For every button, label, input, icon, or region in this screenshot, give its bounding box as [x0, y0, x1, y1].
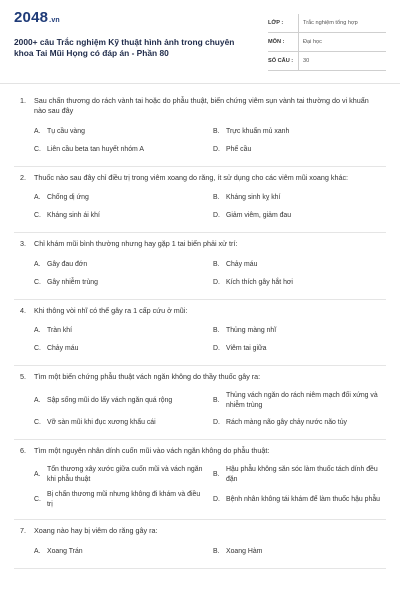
option-letter: D.: [213, 146, 220, 154]
option-letter: B.: [213, 194, 220, 202]
option-text: Sập sống mũi do lấy vách ngăn quá rộng: [47, 397, 173, 405]
answer-option[interactable]: [34, 490, 207, 509]
option-text: Thủng màng nhĩ: [226, 327, 277, 335]
option-letter: A.: [34, 128, 41, 136]
answer-option[interactable]: [34, 546, 207, 558]
option-text: Chống dị ứng: [47, 194, 89, 202]
question-item: [14, 233, 386, 299]
option-letter: B.: [213, 470, 220, 478]
question-stem: [14, 372, 386, 382]
option-letter: D.: [213, 418, 220, 426]
question-stem: [14, 446, 386, 456]
question-item: [14, 366, 386, 440]
answer-options: [14, 259, 386, 293]
option-text: Bệnh nhân không tái khám để làm thuốc hậu phẫu: [226, 496, 381, 504]
question-item: [14, 440, 386, 521]
option-text: Chảy máu: [226, 260, 258, 268]
answer-option[interactable]: [213, 343, 386, 355]
answer-option[interactable]: [34, 210, 207, 222]
answer-option[interactable]: [213, 126, 386, 138]
option-text: Liên cầu beta tan huyết nhóm A: [47, 146, 144, 154]
option-letter: A.: [34, 260, 41, 268]
answer-option[interactable]: [213, 391, 386, 410]
option-letter: C.: [34, 345, 41, 353]
option-text: Vỡ sàn mũi khi đục xương khẩu cái: [47, 418, 156, 426]
logo-suffix: .vn: [49, 17, 60, 24]
meta-row-class: [268, 14, 386, 33]
header: [14, 10, 386, 71]
logo-text: 2048: [14, 9, 49, 26]
option-letter: C.: [34, 278, 41, 286]
answer-option[interactable]: [213, 259, 386, 271]
meta-row-subject: [268, 33, 386, 52]
question-item: [14, 300, 386, 366]
question-list: [14, 90, 386, 569]
option-text: Gây đau đớn: [47, 260, 88, 268]
answer-option[interactable]: [34, 465, 207, 484]
option-letter: C.: [34, 418, 41, 426]
header-divider: [0, 83, 400, 84]
option-letter: B.: [213, 397, 220, 405]
meta-box: [268, 14, 386, 71]
option-letter: B.: [213, 548, 220, 556]
option-letter: B.: [213, 260, 220, 268]
option-text: Chảy máu: [47, 345, 79, 353]
question-stem: [14, 306, 386, 316]
option-text: Xoang Hàm: [226, 548, 263, 556]
question-item: [14, 520, 386, 568]
question-stem: [14, 526, 386, 536]
option-letter: C.: [34, 212, 41, 220]
question-text: Khi thông vòi nhĩ có thể gây ra 1 cấp cứu ở mũi:: [34, 305, 188, 315]
answer-options: [14, 546, 386, 562]
question-number: 5.: [20, 372, 26, 382]
option-text: Thủng vách ngăn do rách niêm mạch đối xứng và nhiễm trùng: [226, 392, 378, 410]
question-number: 7.: [20, 526, 26, 536]
meta-value: 30: [298, 52, 309, 70]
option-text: Tụ cầu vàng: [47, 128, 85, 136]
meta-value: Trắc nghiệm tổng hợp: [298, 14, 358, 32]
question-stem: [14, 239, 386, 249]
option-letter: C.: [34, 146, 41, 154]
option-letter: B.: [213, 327, 220, 335]
question-text: Chỉ khám mũi bình thường nhưng hay gặp 1 tai biến phải xử trí:: [34, 239, 238, 249]
option-letter: A.: [34, 470, 41, 478]
answer-option[interactable]: [34, 325, 207, 337]
meta-label: MÔN :: [268, 39, 285, 45]
question-number: 2.: [20, 172, 26, 182]
option-text: Hậu phẫu không săn sóc làm thuốc tách dính đều đặn: [226, 466, 378, 483]
question-number: 3.: [20, 239, 26, 249]
question-stem: [14, 173, 386, 183]
option-text: Rách màng não gây chảy nước não tủy: [226, 418, 347, 426]
header-left: [14, 10, 236, 59]
option-text: Kích thích gây hắt hơi: [226, 278, 293, 286]
question-text: Thuốc nào sau đây chỉ điều trị trong viêm xoang do răng, ít sử dụng cho các viêm mũi xoang khác:: [34, 172, 349, 182]
answer-option[interactable]: [34, 126, 207, 138]
answer-option[interactable]: [34, 343, 207, 355]
question-text: Sau chấn thương do rách vành tai hoặc do phẫu thuật, biến chứng viêm sụn vành tai thường do vi khuẩn nào sau đây: [34, 96, 369, 116]
answer-option[interactable]: [213, 465, 386, 484]
option-text: Giảm viêm, giảm đau: [226, 212, 292, 220]
question-text: Tìm một biến chứng phẫu thuật vách ngăn không do thầy thuốc gây ra:: [34, 372, 261, 382]
question-stem: [14, 96, 386, 117]
question-item: [14, 167, 386, 233]
answer-option[interactable]: [34, 417, 207, 429]
question-number: 4.: [20, 305, 26, 315]
option-text: Kháng sinh ái khí: [47, 212, 100, 220]
answer-option[interactable]: [213, 144, 386, 156]
option-text: Viêm tai giữa: [226, 345, 267, 353]
answer-option[interactable]: [34, 391, 207, 410]
question-number: 1.: [20, 96, 26, 105]
answer-option[interactable]: [213, 192, 386, 204]
option-text: Tổn thương xây xước giữa cuốn mũi và vách ngăn khi phẫu thuật: [47, 466, 203, 483]
option-letter: D.: [213, 212, 220, 220]
meta-label: LỚP :: [268, 20, 284, 26]
meta-value: Đại học: [298, 33, 322, 51]
answer-option[interactable]: [213, 325, 386, 337]
site-logo[interactable]: [14, 10, 236, 29]
option-text: Kháng sinh kỵ khí: [226, 194, 281, 202]
answer-option[interactable]: [213, 417, 386, 429]
answer-option[interactable]: [213, 546, 386, 558]
question-text: Tìm một nguyên nhân dính cuốn mũi vào vách ngăn không do phẫu thuật:: [34, 445, 270, 455]
option-text: Tràn khí: [47, 327, 73, 335]
option-letter: A.: [34, 548, 41, 556]
answer-option[interactable]: [34, 144, 207, 156]
question-text: Xoang nào hay bị viêm do răng gây ra:: [34, 526, 158, 536]
answer-option[interactable]: [34, 192, 207, 204]
option-letter: A.: [34, 397, 41, 405]
document-title: 2000+ câu Trắc nghiệm Kỹ thuật hình ảnh trong chuyên khoa Tai Mũi Họng có đáp án - Phần 80: [14, 37, 235, 58]
option-letter: B.: [213, 128, 220, 136]
option-letter: A.: [34, 327, 41, 335]
option-text: Phế cầu: [226, 146, 252, 154]
answer-option[interactable]: [213, 277, 386, 289]
option-letter: D.: [213, 278, 220, 286]
option-letter: D.: [213, 496, 220, 504]
question-item: [14, 90, 386, 167]
answer-options: [14, 391, 386, 432]
option-letter: D.: [213, 345, 220, 353]
answer-option[interactable]: [34, 277, 207, 289]
option-text: Xoang Trán: [47, 548, 83, 556]
answer-option[interactable]: [34, 259, 207, 271]
meta-label: SỐ CÂU :: [268, 58, 294, 64]
option-letter: C.: [34, 496, 41, 504]
answer-options: [14, 325, 386, 359]
answer-options: [14, 126, 386, 160]
option-letter: A.: [34, 194, 41, 202]
question-number: 6.: [20, 445, 26, 455]
answer-options: [14, 465, 386, 513]
option-text: Trực khuẩn mủ xanh: [226, 128, 290, 136]
option-text: Gây nhiễm trùng: [47, 278, 98, 286]
answer-option[interactable]: [213, 210, 386, 222]
answer-options: [14, 192, 386, 226]
option-text: Bị chấn thương mũi nhưng không đi khám và điều trị: [47, 491, 201, 508]
meta-row-count: [268, 52, 386, 71]
answer-option[interactable]: [213, 490, 386, 509]
